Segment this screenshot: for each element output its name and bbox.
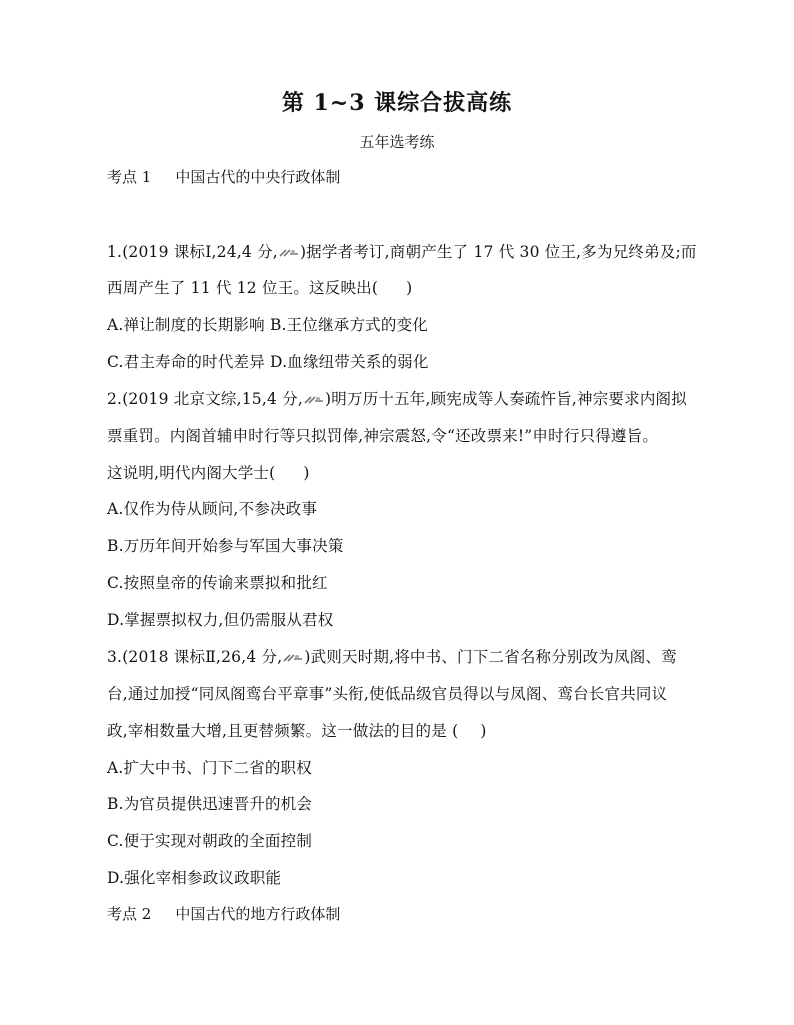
question-2-option-d: D.掌握票拟权力,但仍需服从君权 <box>107 611 334 629</box>
difficulty-stars-icon <box>282 653 304 663</box>
section-label: 考点 1 <box>107 168 152 186</box>
question-2-line-3 <box>107 461 310 483</box>
difficulty-stars-icon <box>278 248 300 258</box>
question-1-line-2 <box>107 276 412 298</box>
section-label: 考点 2 <box>107 905 152 923</box>
question-3-text: )武则天时期,将中书、门下二省名称分别改为凤阁、鸾 <box>304 648 677 666</box>
question-1-options-1: A.禅让制度的长期影响 B.王位继承方式的变化 <box>107 316 428 334</box>
question-2-option-c: C.按照皇帝的传谕来票拟和批红 <box>107 574 328 592</box>
section-heading-2 <box>107 903 340 924</box>
question-3-option-a: A.扩大中书、门下二省的职权 <box>107 759 312 777</box>
question-3-text-3: 政,宰相数量大增,且更替频繁。这一做法的目的是 ( <box>107 722 459 740</box>
question-1-options-2: C.君主寿命的时代差异 D.血缘纽带关系的弱化 <box>107 353 429 371</box>
question-1-text: )据学者考订,商朝产生了 17 代 30 位王,多为兄终弟及;而 <box>299 243 697 261</box>
page-subtitle: 五年选考练 <box>359 133 435 151</box>
question-2-option-b: B.万历年间开始参与军国大事决策 <box>107 537 344 555</box>
question-1-text-2: 西周产生了 11 代 12 位王。这反映出( <box>107 279 379 297</box>
question-3-line-3 <box>107 719 487 741</box>
answer-paren: ) <box>406 279 413 297</box>
answer-paren: ) <box>480 722 487 740</box>
question-3-line-2: 台,通过加授“同凤阁鸾台平章事”头衔,使低品级官员得以与凤阁、鸾台长官共同议 <box>107 685 668 703</box>
question-3-source: 3.(2018 课标Ⅱ,26,4 分, <box>107 648 283 666</box>
page-title: 第 1~3 课综合拔高练 <box>281 90 513 116</box>
question-2-text: )明万历十五年,顾宪成等人奏疏忤旨,神宗要求内阁拟 <box>325 390 687 408</box>
answer-paren: ) <box>303 464 310 482</box>
question-1-line-1 <box>107 240 697 262</box>
question-2-line-2: 票重罚。内阁首辅申时行等只拟罚俸,神宗震怒,令“还改票来!”申时行只得遵旨。 <box>107 427 659 445</box>
section-text: 中国古代的地方行政体制 <box>175 905 341 923</box>
section-text: 中国古代的中央行政体制 <box>175 168 341 186</box>
difficulty-stars-icon <box>303 395 325 405</box>
question-1-source: 1.(2019 课标Ⅰ,24,4 分, <box>107 243 278 261</box>
question-2-source: 2.(2019 北京文综,15,4 分, <box>107 390 304 408</box>
question-3-option-c: C.便于实现对朝政的全面控制 <box>107 832 313 850</box>
question-2-line-1 <box>107 387 687 409</box>
section-heading-1 <box>107 166 340 187</box>
question-3-line-1 <box>107 645 677 667</box>
question-2-text-3: 这说明,明代内阁大学士( <box>107 464 276 482</box>
question-2-option-a: A.仅作为侍从顾问,不参决政事 <box>107 500 318 518</box>
question-3-option-b: B.为官员提供迅速晋升的机会 <box>107 795 313 813</box>
question-3-option-d: D.强化宰相参政议政职能 <box>107 869 282 887</box>
